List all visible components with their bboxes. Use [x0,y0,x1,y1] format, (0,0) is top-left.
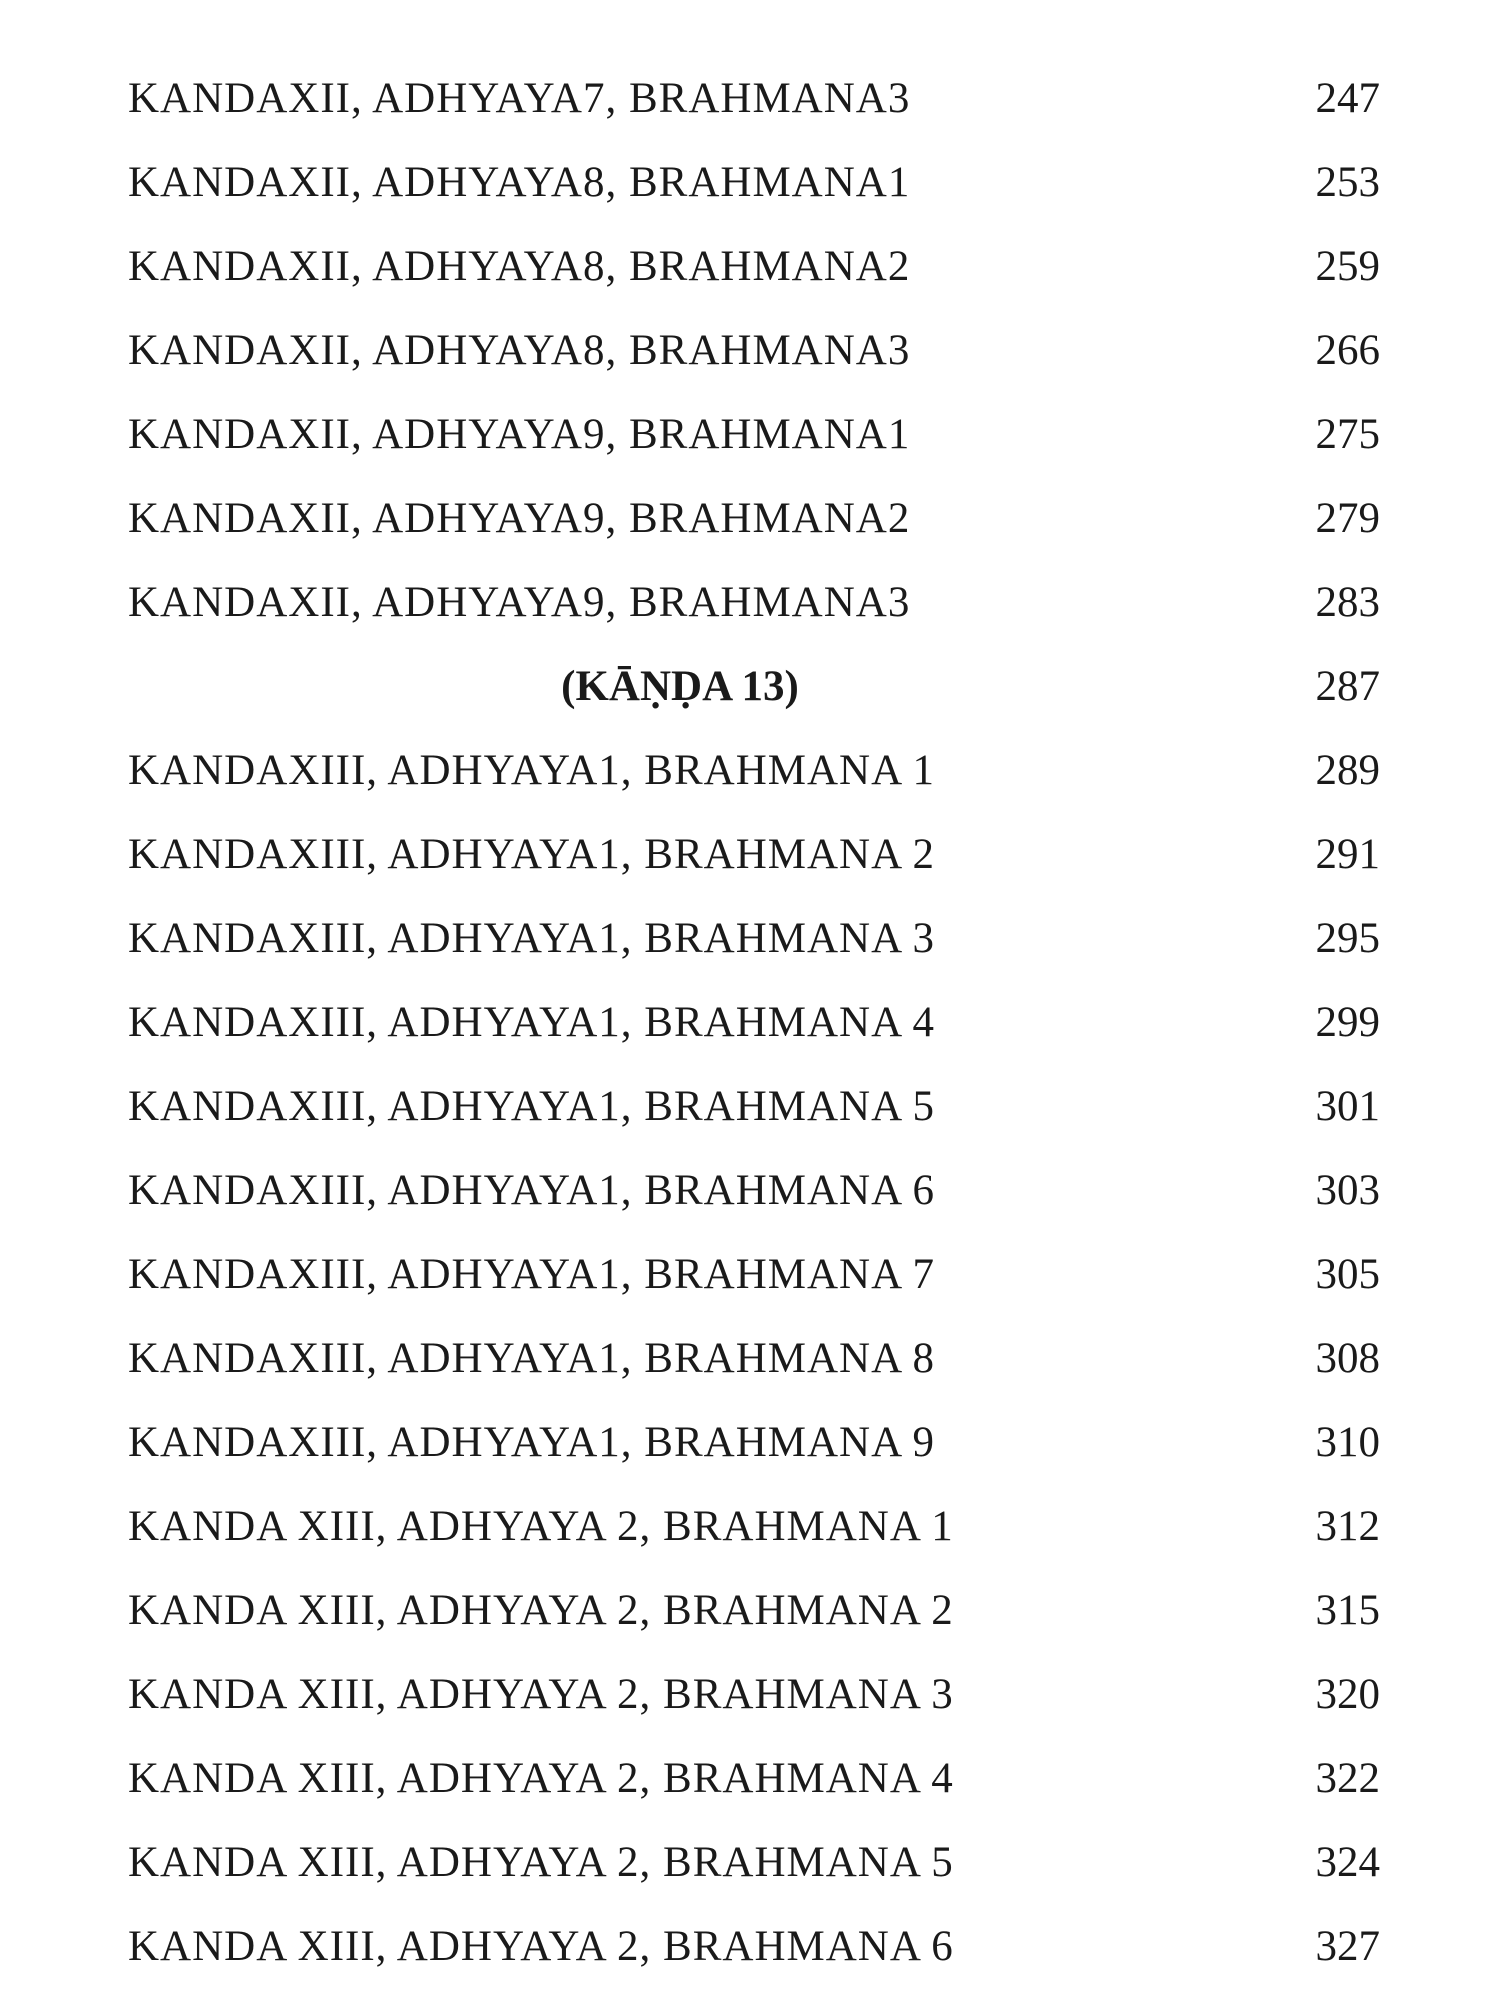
toc-entry-page: 266 [1315,326,1380,374]
toc-row [0,980,1500,1064]
toc-entry-title: KANDAXII, ADHYAYA8, BRAHMANA1 [128,158,911,206]
toc-entry-page: 279 [1315,494,1380,542]
toc-entry-page: 259 [1315,242,1380,290]
toc-entry-title: KANDAXIII, ADHYAYA1, BRAHMANA 8 [128,1334,936,1382]
toc-entry-title: KANDAXII, ADHYAYA8, BRAHMANA2 [128,242,911,290]
toc-entry-title: KANDAXIII, ADHYAYA1, BRAHMANA 1 [128,746,936,794]
toc-row [0,896,1500,980]
toc-entry-title: KANDAXIII, ADHYAYA1, BRAHMANA 9 [128,1418,936,1466]
toc-row [0,728,1500,812]
toc-row [0,1820,1500,1904]
toc-entry-title: KANDA XIII, ADHYAYA 2, BRAHMANA 4 [128,1754,954,1802]
toc-entry-title: KANDAXIII, ADHYAYA1, BRAHMANA 7 [128,1250,936,1298]
toc-entry-title: KANDAXII, ADHYAYA9, BRAHMANA2 [128,494,911,542]
toc-row [0,560,1500,644]
toc-section-heading-row [0,644,1500,728]
toc-entry-page: 291 [1315,830,1380,878]
toc-entry-page: 312 [1315,1502,1380,1550]
toc-entry-title: KANDA XIII, ADHYAYA 2, BRAHMANA 1 [128,1502,954,1550]
toc-row [0,1904,1500,1988]
toc-entry-page: 320 [1315,1670,1380,1718]
toc-entry-page: 289 [1315,746,1380,794]
toc-row [0,1568,1500,1652]
toc-row [0,308,1500,392]
toc-entry-page: 299 [1315,998,1380,1046]
toc-entry-page: 322 [1315,1754,1380,1802]
toc-entry-page: 327 [1315,1922,1380,1970]
toc-entry-title: KANDAXII, ADHYAYA7, BRAHMANA3 [128,74,911,122]
toc-row [0,1652,1500,1736]
toc-entry-page: 301 [1315,1082,1380,1130]
toc-entry-page: 253 [1315,158,1380,206]
toc-entry-page: 303 [1315,1166,1380,1214]
toc-row [0,1232,1500,1316]
toc-entry-page: 287 [1315,662,1380,710]
toc-entry-page: 324 [1315,1838,1380,1886]
toc-row [0,1148,1500,1232]
toc-entry-page: 308 [1315,1334,1380,1382]
toc-entry-title: KANDA XIII, ADHYAYA 2, BRAHMANA 6 [128,1922,954,1970]
toc-entry-title: KANDA XIII, ADHYAYA 2, BRAHMANA 5 [128,1838,954,1886]
toc-row [0,476,1500,560]
toc-row [0,140,1500,224]
toc-row [0,1064,1500,1148]
toc-row [0,1400,1500,1484]
toc-entry-page: 295 [1315,914,1380,962]
toc-entry-title: KANDAXIII, ADHYAYA1, BRAHMANA 6 [128,1166,936,1214]
toc-entry-title: KANDAXII, ADHYAYA9, BRAHMANA3 [128,578,911,626]
toc-row [0,1316,1500,1400]
toc-entry-page: 310 [1315,1418,1380,1466]
toc-entry-page: 247 [1315,74,1380,122]
toc-entry-title: KANDAXIII, ADHYAYA1, BRAHMANA 2 [128,830,936,878]
toc-section-heading: (KĀṆḌA 13) [561,662,799,710]
toc-entry-title: KANDAXII, ADHYAYA8, BRAHMANA3 [128,326,911,374]
toc-row [0,1736,1500,1820]
toc-entry-page: 283 [1315,578,1380,626]
toc-row [0,1484,1500,1568]
toc-entry-title: KANDAXIII, ADHYAYA1, BRAHMANA 3 [128,914,936,962]
toc-row [0,224,1500,308]
toc-entry-page: 315 [1315,1586,1380,1634]
toc-entry-page: 305 [1315,1250,1380,1298]
toc-row [0,392,1500,476]
toc-row [0,812,1500,896]
toc-entry-title: KANDA XIII, ADHYAYA 2, BRAHMANA 3 [128,1670,954,1718]
toc-entry-title: KANDA XIII, ADHYAYA 2, BRAHMANA 2 [128,1586,954,1634]
toc-entry-title: KANDAXII, ADHYAYA9, BRAHMANA1 [128,410,911,458]
toc-entry-title: KANDAXIII, ADHYAYA1, BRAHMANA 5 [128,1082,936,1130]
toc-row [0,56,1500,140]
toc-entry-page: 275 [1315,410,1380,458]
toc-entry-title: KANDAXIII, ADHYAYA1, BRAHMANA 4 [128,998,936,1046]
